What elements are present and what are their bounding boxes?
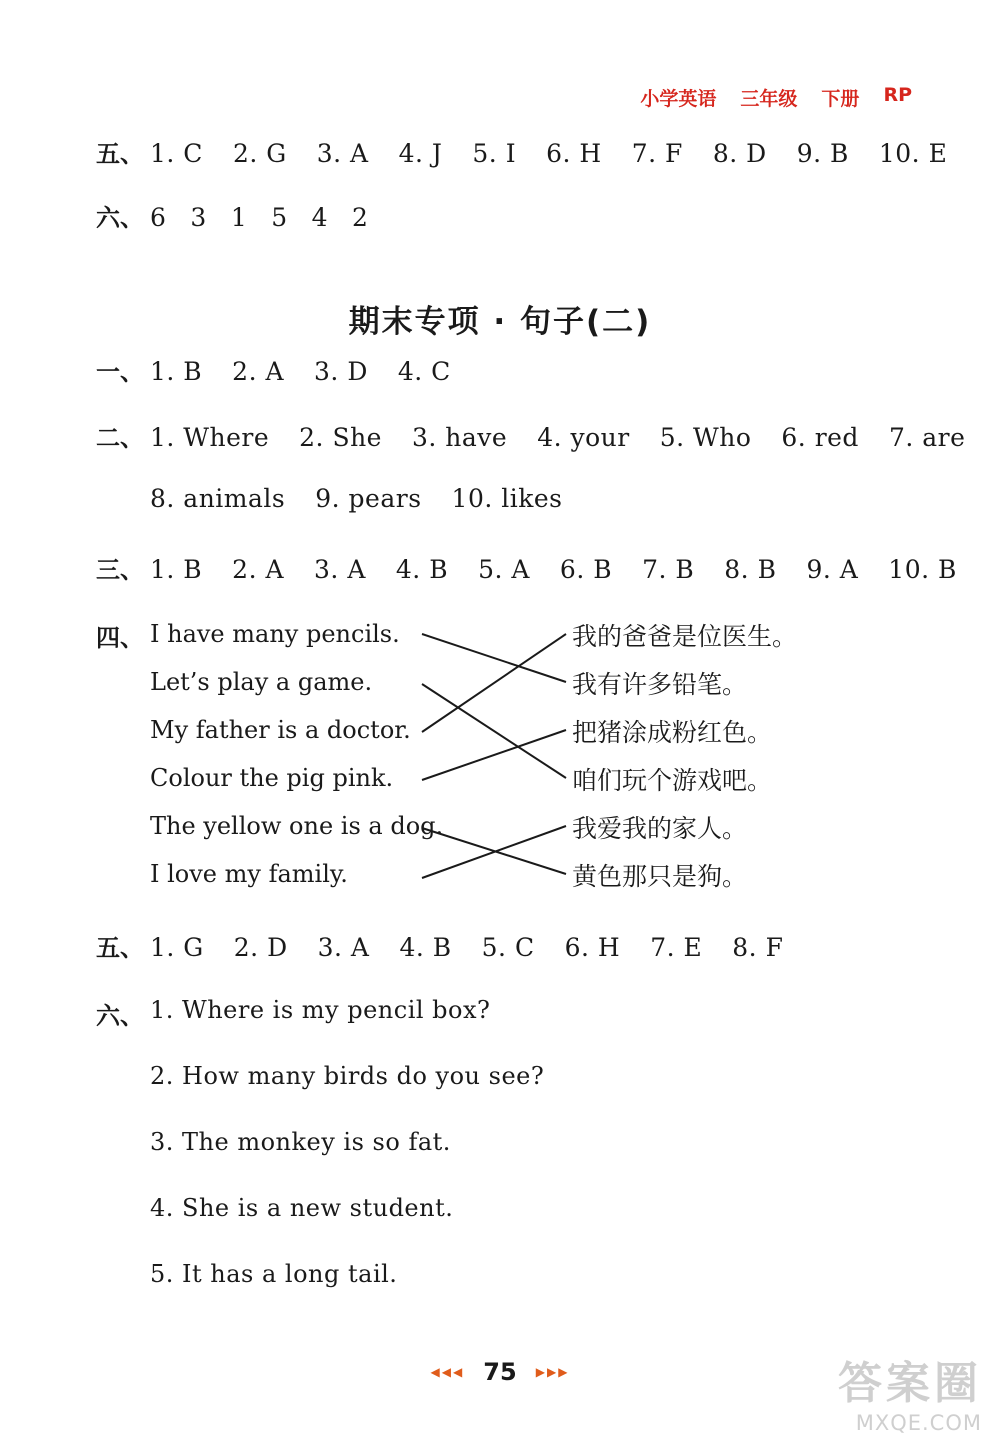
section-label: 一、 — [96, 358, 144, 386]
answer-item: 7. are — [888, 423, 966, 452]
section-label: 四、 — [96, 624, 144, 652]
match-english-4: Colour the pig pink. — [150, 764, 394, 792]
match-chinese-5: 我爱我的家人。 — [572, 814, 748, 843]
answer-item: 3. A — [316, 139, 369, 168]
answer-item: 8. animals — [150, 484, 286, 513]
answer-item: 4. B — [399, 933, 452, 962]
answer-item: 10. likes — [451, 484, 563, 513]
answer-item: 9. A — [806, 555, 859, 584]
answer-item: 9. B — [796, 139, 849, 168]
answer-item: 4. J — [398, 139, 443, 168]
answer-item: 1. Where — [150, 423, 270, 452]
left-arrows-icon: ◀◀◀ — [430, 1365, 465, 1379]
answer-item: 7. B — [642, 555, 695, 584]
match-english-2: Let’s play a game. — [150, 668, 373, 696]
answer-item: 3 — [190, 203, 207, 232]
answer-item: 6 — [150, 203, 167, 232]
answer-item: 5. A — [478, 555, 530, 584]
answer-item: 10. E — [878, 139, 948, 168]
answer-item: 4. B — [395, 555, 449, 584]
match-english-6: I love my family. — [150, 860, 348, 888]
header-edition: RP — [883, 84, 912, 106]
answer-item: 4. C — [397, 357, 451, 386]
page-number: 75 — [483, 1358, 517, 1386]
sentence-3: 3. The monkey is so fat. — [150, 1128, 451, 1156]
answer-item: 2. D — [233, 933, 288, 962]
watermark — [838, 1347, 982, 1435]
sentence-4: 4. She is a new student. — [150, 1194, 454, 1222]
match-line-3 — [422, 634, 566, 732]
section-5 — [96, 928, 813, 963]
answer-item: 3. have — [411, 423, 508, 452]
answer-item: 8. D — [712, 139, 767, 168]
sentence-5: 5. It has a long tail. — [150, 1260, 398, 1288]
match-english-5: The yellow one is a dog. — [150, 812, 444, 840]
answer-item: 6. H — [546, 139, 602, 168]
answer-item: 7. E — [650, 933, 703, 962]
section-label: 三、 — [96, 556, 144, 584]
answer-item: 4. your — [537, 423, 630, 452]
answer-item: 3. A — [314, 555, 366, 584]
answer-item: 6. B — [559, 555, 613, 584]
header-grade: 三年级 — [740, 88, 798, 110]
watermark-main: 答案圈 — [838, 1358, 982, 1409]
answer-item: 9. pears — [315, 484, 422, 513]
answer-item: 2. A — [232, 555, 285, 584]
answer-item: 1. B — [150, 357, 203, 386]
answer-item: 6. H — [564, 933, 621, 962]
match-line-4 — [422, 730, 566, 780]
answer-item: 2. A — [232, 357, 285, 386]
answer-item: 10. B — [888, 555, 957, 584]
match-english-1: I have many pencils. — [150, 620, 400, 648]
answer-item: 5. Who — [659, 423, 752, 452]
header-subject: 小学英语 — [640, 88, 717, 110]
sentence-2: 2. How many birds do you see? — [150, 1062, 545, 1090]
match-chinese-1: 我的爸爸是位医生。 — [572, 622, 798, 651]
sentence-1: 1. Where is my pencil box? — [150, 996, 491, 1024]
section-label: 五、 — [96, 140, 144, 168]
answer-item: 5. C — [481, 933, 535, 962]
match-line-1 — [422, 634, 566, 682]
match-chinese-3: 把猪涂成粉红色。 — [572, 718, 773, 747]
answer-item: 8. F — [732, 933, 784, 962]
answer-item: 1. C — [150, 139, 203, 168]
answer-item: 8. B — [724, 555, 777, 584]
section-label: 二、 — [96, 424, 144, 452]
answer-item: 1. B — [150, 555, 203, 584]
section-title: 期末专项 · 句子(二) — [348, 304, 652, 340]
answer-item: 5. I — [472, 139, 517, 168]
section-label: 六、 — [96, 1002, 144, 1030]
answer-item: 1. G — [150, 933, 204, 962]
answer-item: 2 — [352, 203, 369, 232]
header-term: 下册 — [821, 88, 860, 110]
match-chinese-6: 黄色那只是狗。 — [572, 862, 748, 891]
answer-item: 5 — [271, 203, 288, 232]
match-english-3: My father is a doctor. — [150, 716, 411, 744]
answer-item: 6. red — [781, 423, 859, 452]
answer-item: 7. F — [631, 139, 683, 168]
section-label: 六、 — [96, 204, 144, 232]
answer-item: 1 — [230, 203, 248, 232]
answer-item: 3. A — [317, 933, 370, 962]
watermark-site: MXQE.COM — [855, 1411, 982, 1435]
match-line-6 — [422, 826, 566, 878]
match-chinese-4: 咱们玩个游戏吧。 — [572, 766, 773, 795]
answer-item: 2. She — [299, 423, 382, 452]
match-chinese-2: 我有许多铅笔。 — [572, 670, 748, 699]
answer-item: 4 — [311, 203, 329, 232]
answer-item: 2. G — [232, 139, 287, 168]
answer-item: 3. D — [314, 357, 368, 386]
right-arrows-icon: ▶▶▶ — [535, 1365, 570, 1379]
section-label: 五、 — [96, 934, 144, 962]
match-line-2 — [422, 684, 566, 778]
